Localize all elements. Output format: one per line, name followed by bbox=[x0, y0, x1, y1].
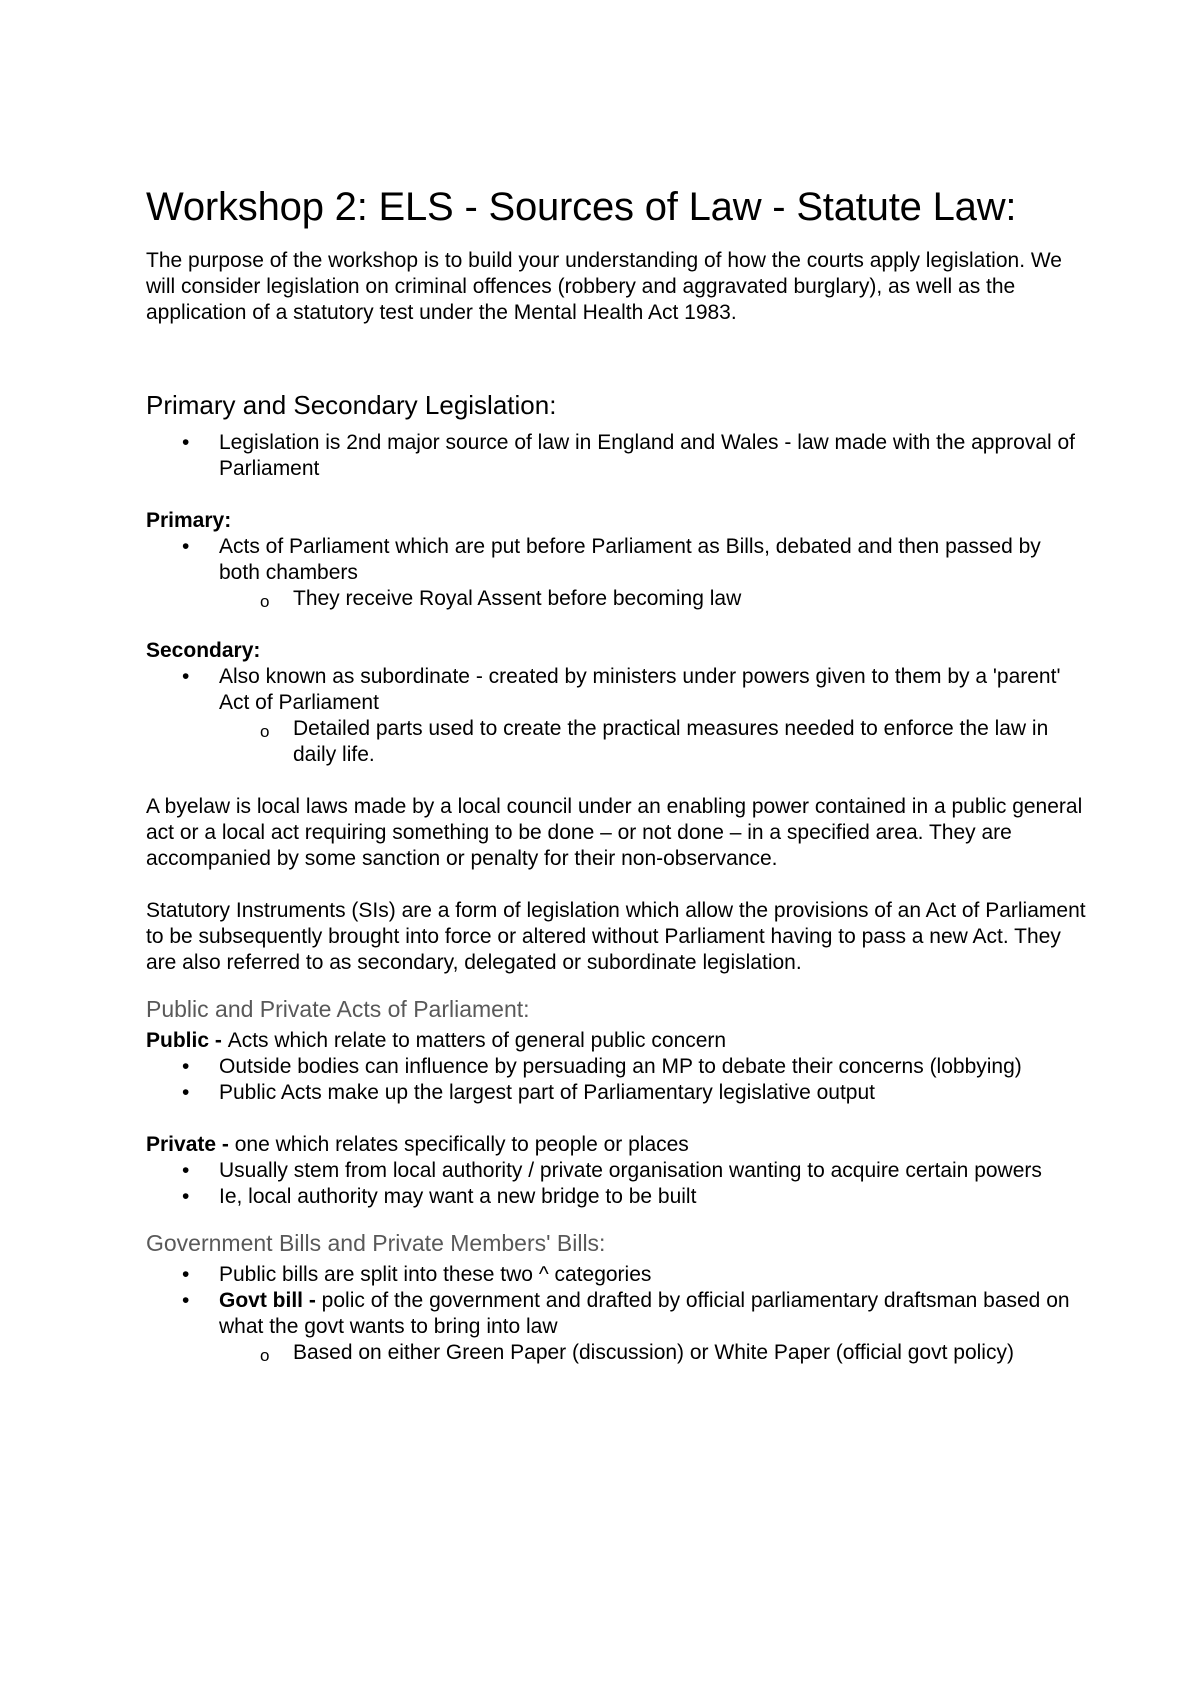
public-line bbox=[146, 1028, 1086, 1054]
sub-list-item: o Based on either Green Paper (discussion) or White Paper (official govt policy) bbox=[146, 1340, 1086, 1366]
private-label: Private - bbox=[146, 1133, 235, 1156]
secondary-label: Secondary: bbox=[146, 639, 261, 662]
statutory-instruments-paragraph: Statutory Instruments (SIs) are a form of legislation which allow the provisions of an Act of Parliament to be subsequently brought into force or altered without Parliament having to pass a new Act. They are also referred to as secondary, delegated or subordinate legislation. bbox=[146, 899, 1086, 974]
private-text: one which relates specifically to people or places bbox=[234, 1133, 689, 1156]
page-title: Workshop 2: ELS - Sources of Law - Statute Law: bbox=[146, 185, 1017, 229]
sub-list-item: o Detailed parts used to create the practical measures needed to enforce the law in daily life. bbox=[146, 716, 1086, 768]
list-item: • Outside bodies can influence by persuading an MP to debate their concerns (lobbying) bbox=[146, 1054, 1086, 1080]
bills-bullet-list bbox=[146, 1262, 1086, 1366]
sub-list-item: o They receive Royal Assent before becoming law bbox=[146, 586, 1086, 612]
list-item: • Ie, local authority may want a new bridge to be built bbox=[146, 1184, 1086, 1210]
list-item: • Public Acts make up the largest part of Parliamentary legislative output bbox=[146, 1080, 1086, 1106]
secondary-bullet-list bbox=[146, 664, 1086, 768]
list-item: • Public bills are split into these two ^ categories bbox=[146, 1262, 1086, 1288]
public-text: Acts which relate to matters of general public concern bbox=[227, 1029, 727, 1052]
section-heading-primary-secondary: Primary and Secondary Legislation: bbox=[146, 390, 557, 420]
list-item: • Legislation is 2nd major source of law in England and Wales - law made with the approval of Parliament bbox=[146, 430, 1086, 482]
byelaw-paragraph: A byelaw is local laws made by a local council under an enabling power contained in a public general act or a local act requiring something to be done – or not done – in a specified area. They are accompanied by some sanction or penalty for their non-observance. bbox=[146, 795, 1083, 870]
list-item: • Acts of Parliament which are put before Parliament as Bills, debated and then passed by both chambers bbox=[146, 534, 1086, 586]
section-heading-bills: Government Bills and Private Members' Bills: bbox=[146, 1230, 606, 1256]
public-label: Public - bbox=[146, 1029, 228, 1052]
private-line bbox=[146, 1132, 1086, 1158]
primary-label: Primary: bbox=[146, 509, 232, 532]
private-bullet-list bbox=[146, 1158, 1086, 1210]
section1-bullet-list bbox=[146, 430, 1086, 482]
primary-bullet-list bbox=[146, 534, 1086, 612]
section-heading-public-private: Public and Private Acts of Parliament: bbox=[146, 996, 530, 1022]
govt-bill-text: polic of the government and drafted by official parliamentary draftsman based on what the govt wants to bring into law bbox=[219, 1289, 1070, 1338]
list-item: • Also known as subordinate - created by ministers under powers given to them by a 'parent' Act of Parliament bbox=[146, 664, 1086, 716]
list-item-govt-bill bbox=[146, 1288, 1086, 1340]
govt-bill-label: Govt bill - bbox=[219, 1289, 322, 1312]
list-item: • Usually stem from local authority / private organisation wanting to acquire certain powers bbox=[146, 1158, 1086, 1184]
intro-paragraph: The purpose of the workshop is to build your understanding of how the courts apply legislation. We will consider legislation on criminal offences (robbery and aggravated burglary), as well as the application of a statutory test under the Mental Health Act 1983. bbox=[146, 249, 1062, 324]
public-bullet-list bbox=[146, 1054, 1086, 1106]
document-content bbox=[146, 180, 1086, 1366]
